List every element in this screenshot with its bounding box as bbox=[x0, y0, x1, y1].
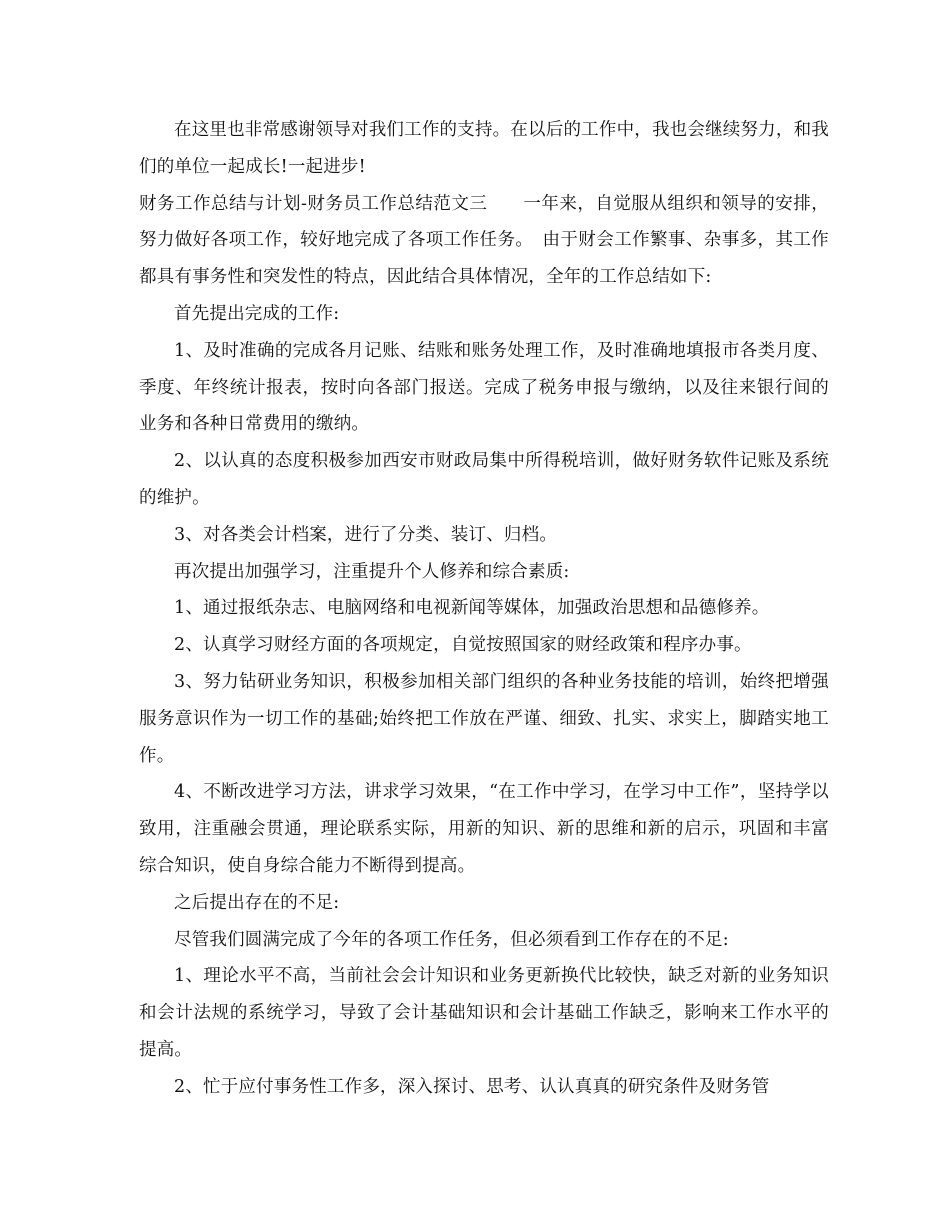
paragraph-study-2: 2、认真学习财经方面的各项规定，自觉按照国家的财经政策和程序办事。 bbox=[174, 635, 752, 656]
paragraph-completed-1: 1、及时准确的完成各月记账、结账和账务处理工作，及时准确地填报市各类月度、季度、年终统计报表，按时向各部门报送。完成了税务申报与缴纳，以及往来银行间的业务和各种日常费用的缴纳。 bbox=[139, 340, 829, 435]
paragraph-thanks: 在这里也非常感谢领导对我们工作的支持。在以后的工作中，我也会继续努力，和我们的单位一起成长!一起进步! bbox=[139, 120, 829, 177]
paragraph-completed-2: 2、以认真的态度积极参加西安市财政局集中所得税培训，做好财务软件记账及系统的维护。 bbox=[139, 451, 829, 508]
paragraph-study-1: 1、通过报纸杂志、电脑网络和电视新闻等媒体，加强政治思想和品德修养。 bbox=[174, 598, 770, 619]
paragraph-completed-intro: 首先提出完成的工作: bbox=[174, 303, 340, 324]
paragraph-section-heading: 财务工作总结与计划-财务员工作总结范文三 一年来，自觉服从组织和领导的安排，努力做好各项工作，较好地完成了各项工作任务。 由于财会工作繁事、杂事多，其工作都具有事务性和突发性的特点，因此结合具体情况，全年的工作总结如下: bbox=[139, 193, 829, 288]
document-body bbox=[139, 112, 829, 1106]
paragraph-shortcomings-1: 1、理论水平不高，当前社会会计知识和业务更新换代比较快，缺乏对新的业务知识和会计法规的系统学习，导致了会计基础知识和会计基础工作缺乏，影响来工作水平的提高。 bbox=[139, 966, 829, 1060]
paragraph-shortcomings-2: 2、忙于应付事务性工作多，深入探讨、思考、认认真真的研究条件及财务管 bbox=[174, 1076, 770, 1097]
paragraph-study-3: 3、努力钻研业务知识，积极参加相关部门组织的各种业务技能的培训，始终把增强服务意识作为一切工作的基础;始终把工作放在严谨、细致、扎实、求实上，脚踏实地工作。 bbox=[139, 671, 829, 766]
paragraph-completed-3: 3、对各类会计档案，进行了分类、装订、归档。 bbox=[174, 524, 558, 545]
paragraph-study-intro: 再次提出加强学习，注重提升个人修养和综合素质: bbox=[174, 561, 570, 582]
paragraph-study-4: 4、不断改进学习方法，讲求学习效果，“在工作中学习，在学习中工作”，坚持学以致用，注重融会贯通，理论联系实际，用新的知识、新的思维和新的启示，巩固和丰富综合知识，使自身综合能力不断得到提高。 bbox=[139, 782, 829, 876]
paragraph-shortcomings-intro: 之后提出存在的不足: bbox=[174, 892, 340, 913]
paragraph-shortcomings-summary: 尽管我们圆满完成了今年的各项工作任务，但必须看到工作存在的不足: bbox=[174, 929, 729, 950]
